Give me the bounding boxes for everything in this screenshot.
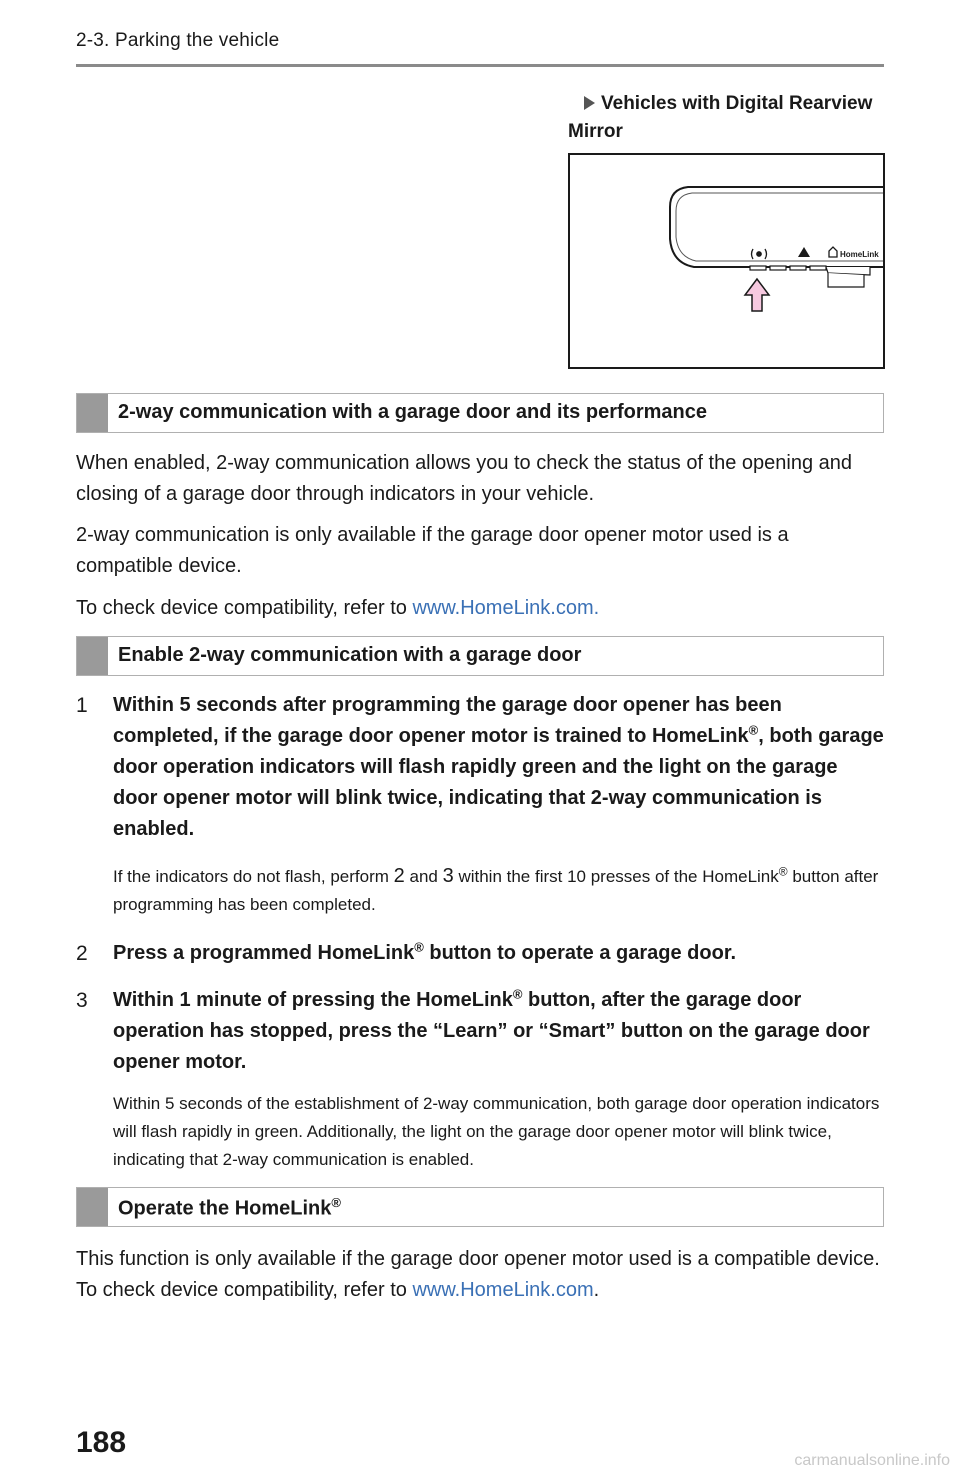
- two-way-paragraph-2: 2-way communication is only available if the garage door opener motor used is a compatible device.: [76, 524, 789, 577]
- pointer-arrow: [745, 279, 769, 311]
- header-rule: [76, 64, 884, 67]
- mirror-figure: [568, 153, 885, 369]
- mirror-buttons: [750, 266, 870, 287]
- homelink-link[interactable]: www.HomeLink.com: [412, 1279, 594, 1301]
- section-enable-header: [76, 636, 884, 676]
- step-text: Within 5 seconds after programming the garage door opener has been completed, if the garage door opener motor is trained to HomeLink®, both garage door operation indicators will flash rapidly green and the light on the garage door opener motor will blink twice, indicating that 2-way communication is enabled.: [113, 694, 884, 840]
- section-title: Operate the HomeLink®: [118, 1195, 341, 1220]
- step-number: 2: [76, 942, 88, 965]
- operate-paragraph: This function is only available if the garage door opener motor used is a compatible device. To check device compatibility, refer to www.HomeLink.com.: [76, 1248, 880, 1301]
- step-1-note: If the indicators do not flash, perform 2 and 3 within the first 10 presses of the HomeLink® button after programming has been completed.: [113, 864, 879, 914]
- step-3-note: Within 5 seconds of the establishment of 2-way communication, both garage door operation indicators will flash rapidly in green. Additionally, the light on the garage door opener motor will blink twice, indicating that 2-way communication is enabled.: [113, 1094, 880, 1169]
- step-text: Press a programmed HomeLink® button to operate a garage door.: [113, 939, 737, 964]
- step-text: Within 1 minute of pressing the HomeLink® button, after the garage door operation has stopped, press the “Learn” or “Smart” button on the garage door opener motor.: [113, 986, 870, 1073]
- compatibility-prefix: To check device compatibility, refer to: [76, 597, 413, 619]
- figure-caption-text: Vehicles with Digital Rearview Mirror: [568, 93, 873, 142]
- section-bar: [77, 637, 108, 675]
- mirror-homelink-label: HomeLink: [840, 250, 879, 259]
- section-bar: [77, 394, 108, 432]
- step-number: 3: [76, 989, 88, 1012]
- section-two-way-header: [76, 393, 884, 433]
- caption-triangle-icon: [584, 96, 595, 110]
- section-title: Enable 2-way communication with a garage door: [118, 644, 582, 666]
- section-operate-header: [76, 1187, 884, 1227]
- header-section-label: 2-3. Parking the vehicle: [76, 30, 280, 51]
- page-number: 188: [76, 1426, 127, 1459]
- homelink-link[interactable]: www.HomeLink.com.: [412, 597, 600, 619]
- section-bar: [77, 1188, 108, 1226]
- section-title: 2-way communication with a garage door and its performance: [118, 401, 708, 423]
- step-number: 1: [76, 694, 88, 717]
- watermark: carmanualsonline.info: [794, 1452, 950, 1469]
- figure-caption: [568, 90, 888, 146]
- two-way-paragraph-3: [76, 593, 886, 624]
- two-way-paragraph-1: When enabled, 2-way communication allows you to check the status of the opening and closing of a garage door through indicators in your vehicle.: [76, 452, 853, 505]
